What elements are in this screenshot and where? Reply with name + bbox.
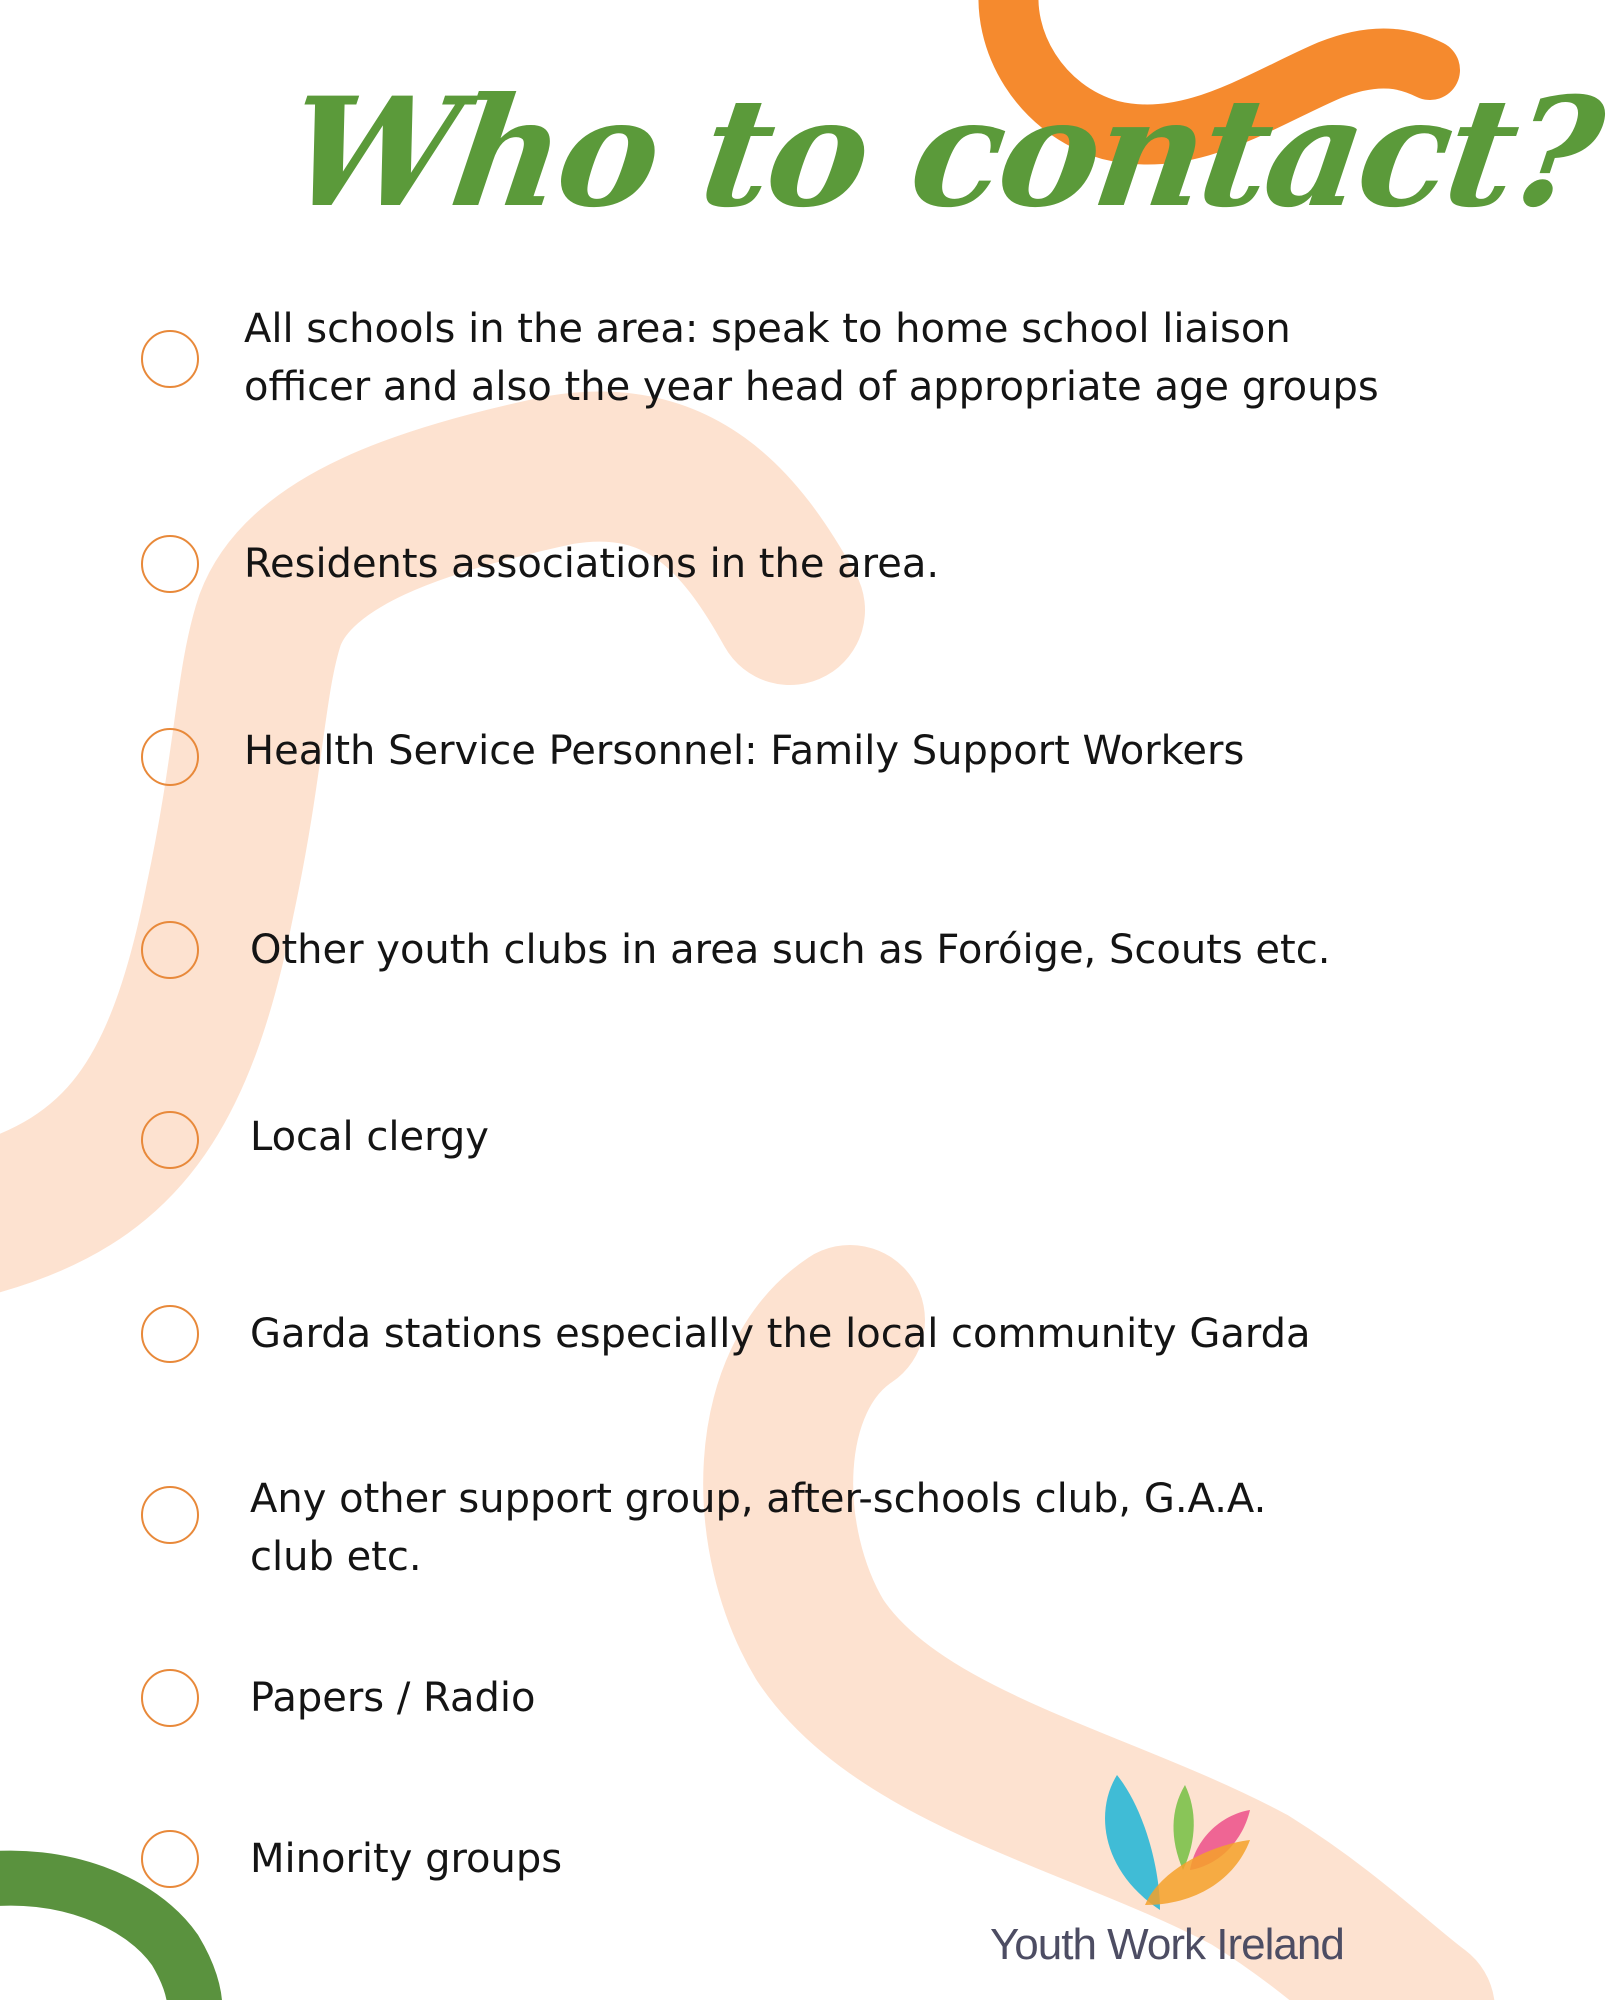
list-item-text: Minority groups [250,1836,563,1882]
circle-bullet-icon [141,1305,199,1363]
list-item-text: Local clergy [250,1114,489,1160]
circle-bullet-icon [141,921,199,979]
list-item-text: Garda stations especially the local community Garda [250,1311,1311,1357]
circle-bullet-icon [141,535,199,593]
circle-bullet-icon [141,1111,199,1169]
list-item-text: All schools in the area: speak to home school liaison officer and also the year head of appropriate age groups [244,306,1379,410]
list-item-text: Health Service Personnel: Family Support Workers [244,728,1245,774]
green-stroke [0,1878,195,2000]
circle-bullet-icon [141,1669,199,1727]
page-title: Who to contact? [277,65,1610,241]
circle-bullet-icon [141,1830,199,1888]
list-item-text: Other youth clubs in area such as Foróige, Scouts etc. [250,927,1331,973]
circle-bullet-icon [141,330,199,388]
list-item-text: Any other support group, after-schools club, G.A.A. club etc. [250,1476,1267,1580]
logo-text: Youth Work Ireland [990,1920,1344,1969]
list-item-text: Residents associations in the area. [244,541,940,587]
circle-bullet-icon [141,1486,199,1544]
circle-bullet-icon [141,728,199,786]
list-item-text: Papers / Radio [250,1675,536,1721]
